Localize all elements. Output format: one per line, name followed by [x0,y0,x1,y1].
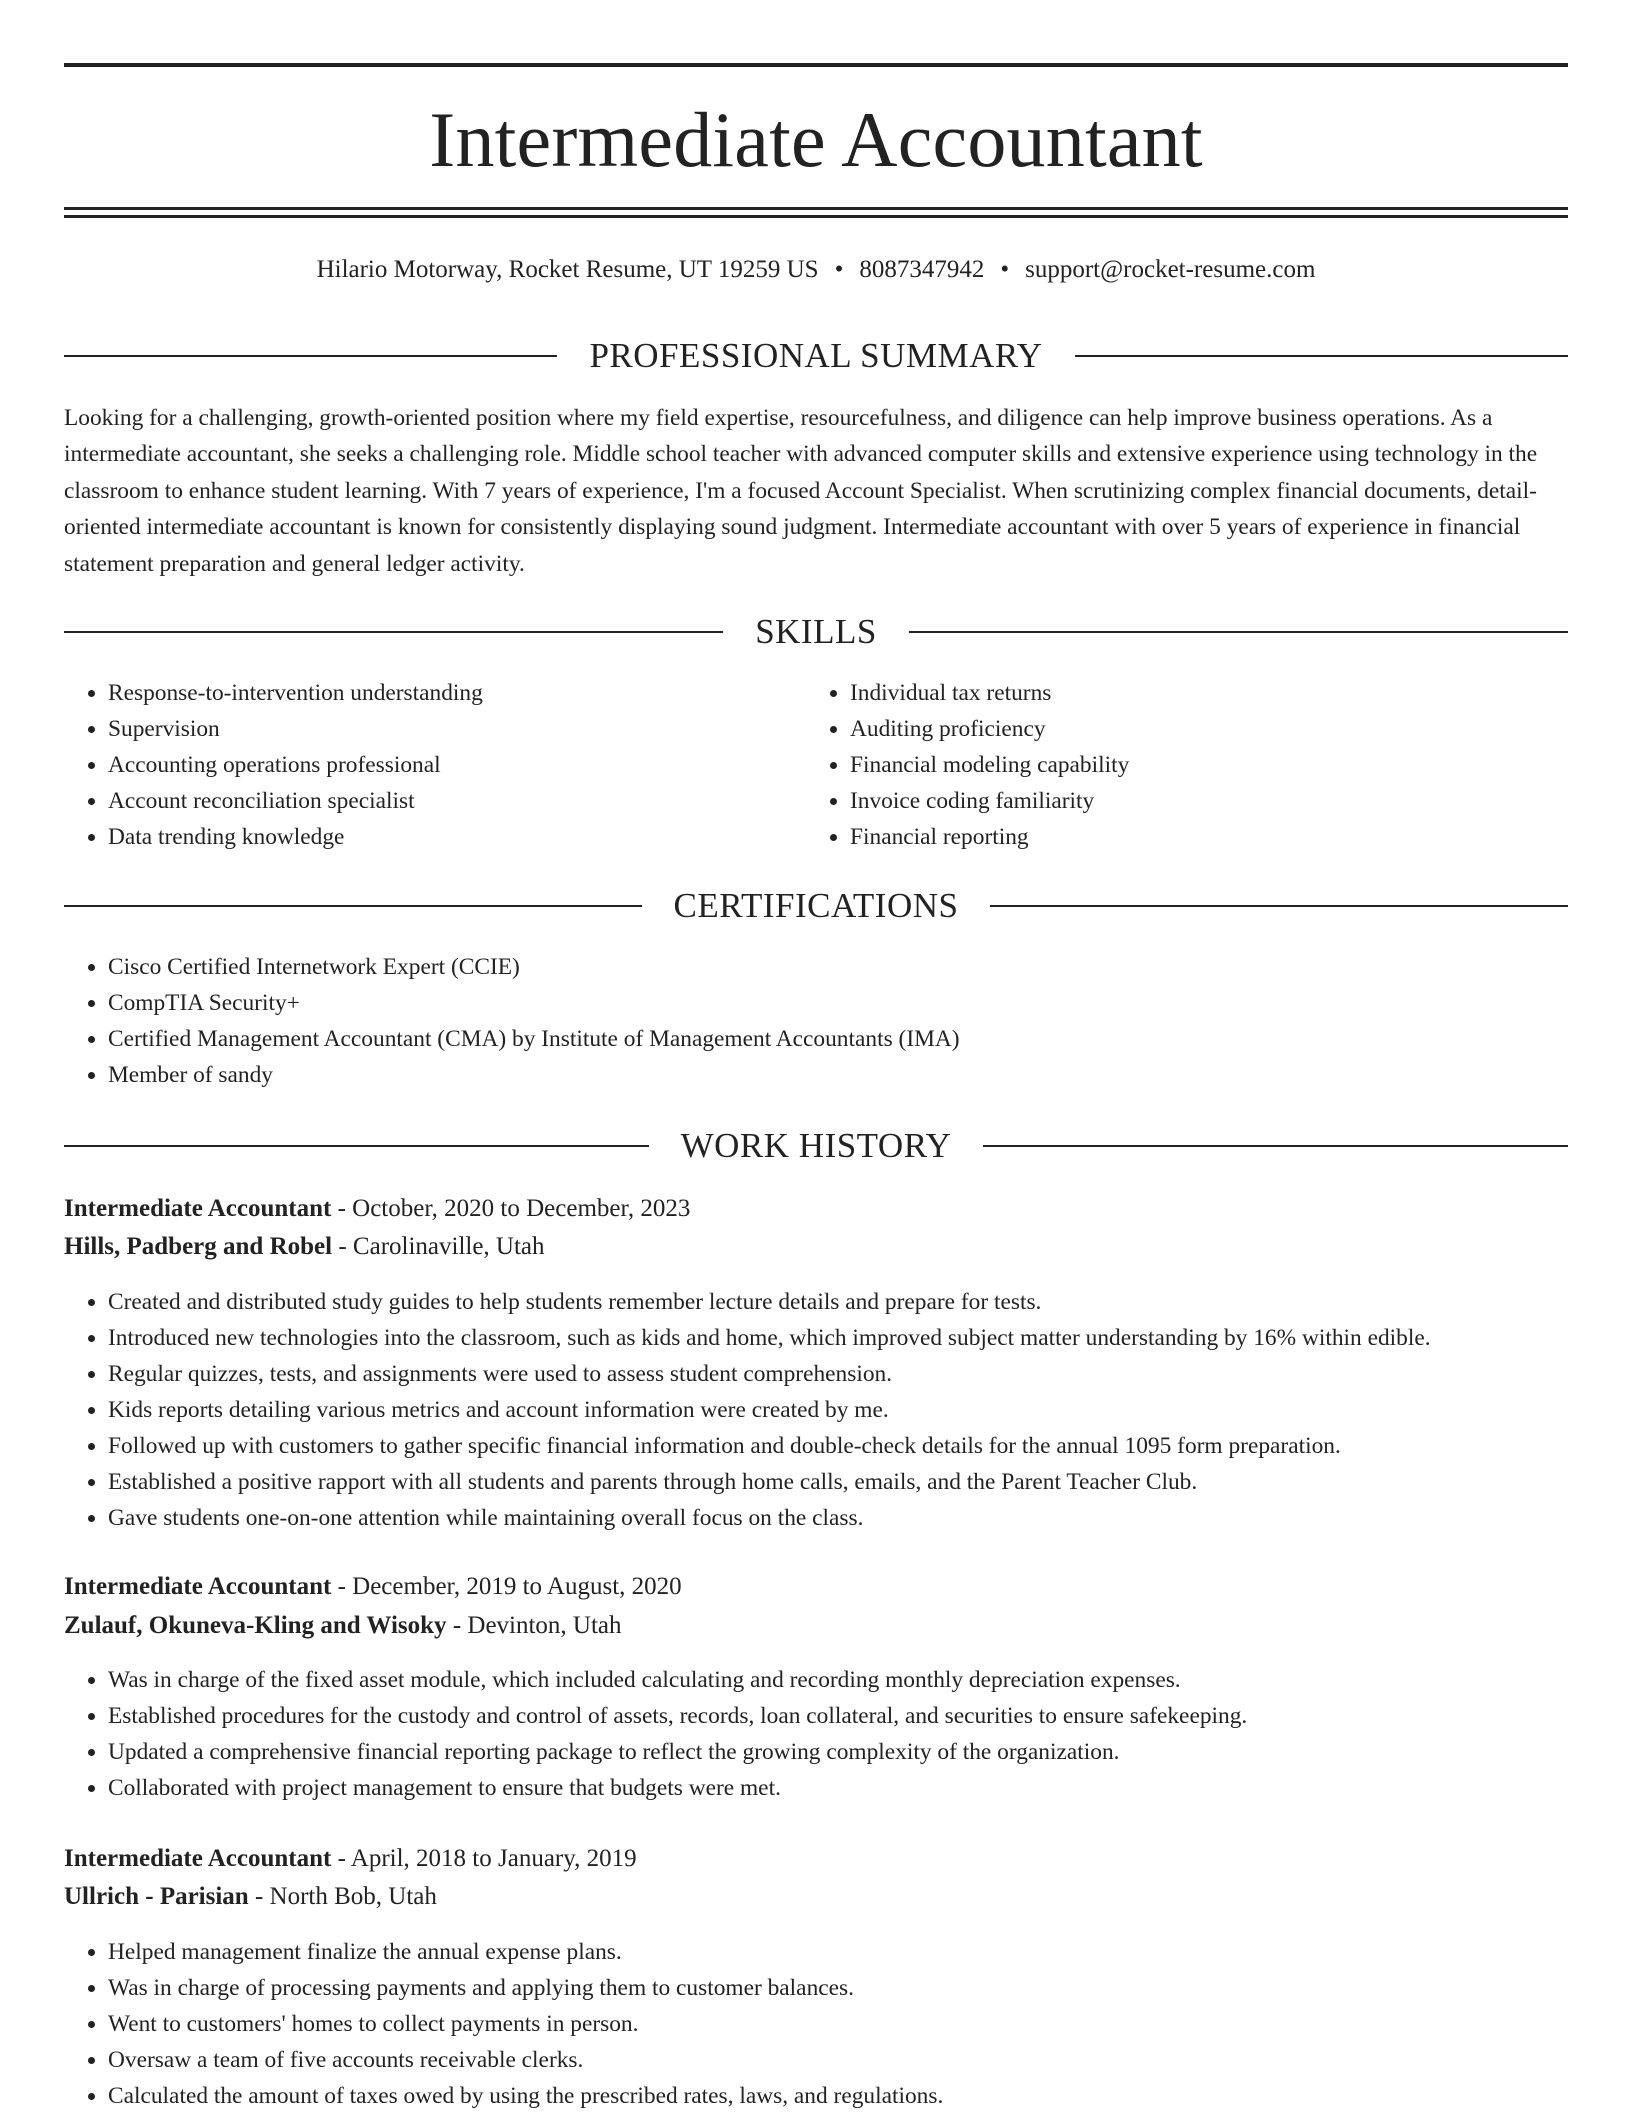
job-duties-list [64,1934,1608,2114]
section-heading-certifications [64,884,1568,928]
section-title: CERTIFICATIONS [673,886,959,925]
skill-item: • Auditing proficiency [850,711,1610,747]
skill-item: • Individual tax returns [850,675,1610,711]
top-rule [64,63,1568,67]
contact-phone: 8087347942 [859,256,985,283]
contact-separator: • [1000,256,1010,283]
job-duties-list [64,1662,1608,1806]
job-company-line [64,1228,1568,1266]
summary-text: Looking for a challenging, growth-oriented position where my field expertise, resourcefulness, and diligence can help improve business operations. As a intermediate accountant, she seeks a challenging role. Middle school teacher with advanced computer skills and extensive experience using technology in the classroom to enhance student learning. With 7 years of experience, I'm a focused Account Specialist. When scrutinizing complex financial documents, detail-oriented intermediate accountant is known for consistently displaying sound judgment. Intermediate accountant with over 5 years of experience in financial statement preparation and general ledger activity. [64,405,1538,577]
job-duty-item: • Updated a comprehensive financial reporting package to reflect the growing complexity of the organization. [108,1734,1608,1770]
job-company: Hills, Padberg and Robel [64,1233,333,1260]
certification-item: • Member of sandy [108,1057,1568,1093]
job-duty-item: • Collaborated with project management to ensure that budgets were met. [108,1770,1608,1806]
heading-rule [64,905,642,907]
job-duties-list [64,1284,1608,1536]
job-company: Zulauf, Okuneva-Kling and Wisoky [64,1612,447,1639]
skill-item: • Response-to-intervention understanding [108,675,808,711]
job-duty-item: • Was in charge of the fixed asset module, which included calculating and recording monthly depreciation expenses. [108,1662,1608,1698]
job-duty-item: • Kids reports detailing various metrics and account information were created by me. [108,1392,1608,1428]
contact-email: support@rocket-resume.com [1025,256,1316,283]
skill-item: • Financial modeling capability [850,747,1610,783]
title-rule-lower [64,215,1568,218]
skill-item: • Account reconciliation specialist [108,783,808,819]
heading-rule [1075,355,1568,357]
certification-item: • Cisco Certified Internetwork Expert (CCIE) [108,949,1568,985]
section-heading-skills [64,610,1568,654]
job-company: Ullrich - Parisian [64,1883,249,1910]
contact-line [64,254,1568,286]
resume-title: Intermediate Accountant [429,96,1203,183]
job-title: Intermediate Accountant [64,1195,332,1222]
job-title: Intermediate Accountant [64,1573,332,1600]
contact-separator: • [834,256,844,283]
job-duty-item: • Calculated the amount of taxes owed by using the prescribed rates, laws, and regulations. [108,2078,1608,2114]
job-location: - North Bob, Utah [248,1883,437,1910]
job-title-line [64,1190,1568,1228]
section-heading-work-history [64,1124,1568,1168]
job-title: Intermediate Accountant [64,1845,332,1872]
title-rule-upper [64,207,1568,210]
job-title-line [64,1568,1568,1606]
job-company-line [64,1607,1568,1645]
section-heading-summary [64,334,1568,378]
contact-address: Hilario Motorway, Rocket Resume, UT 19259 US [316,256,819,283]
job-duty-item: • Established a positive rapport with all students and parents through home calls, emails, and the Parent Teacher Club. [108,1464,1608,1500]
heading-rule [909,631,1568,633]
job-title-line [64,1840,1568,1878]
heading-rule [990,905,1568,907]
job-duty-item: • Established procedures for the custody and control of assets, records, loan collateral, and securities to ensure safekeeping. [108,1698,1608,1734]
heading-rule [64,1145,649,1147]
job-location: - Carolinaville, Utah [332,1233,545,1260]
job-company-line [64,1878,1568,1916]
job-duty-item: • Went to customers' homes to collect payments in person. [108,2006,1608,2042]
skills-list-right [806,675,1610,855]
job-duty-item: • Regular quizzes, tests, and assignments were used to assess student comprehension. [108,1356,1608,1392]
heading-rule [983,1145,1568,1147]
skill-item: • Accounting operations professional [108,747,808,783]
section-title: WORK HISTORY [680,1126,952,1165]
skill-item: • Supervision [108,711,808,747]
section-title: SKILLS [755,612,877,651]
job-dates: - April, 2018 to January, 2019 [331,1845,637,1872]
certifications-list [64,949,1568,1093]
job-duty-item: • Followed up with customers to gather specific financial information and double-check details for the annual 1095 form preparation. [108,1428,1608,1464]
certification-item: • CompTIA Security+ [108,985,1568,1021]
job-location: - Devinton, Utah [446,1612,622,1639]
job-duty-item: • Created and distributed study guides to help students remember lecture details and prepare for tests. [108,1284,1608,1320]
job-duty-item: • Helped management finalize the annual expense plans. [108,1934,1608,1970]
job-dates: - December, 2019 to August, 2020 [331,1573,682,1600]
skill-item: • Financial reporting [850,819,1610,855]
job-duty-item: • Introduced new technologies into the classroom, such as kids and home, which improved subject matter understanding by 16% within edible. [108,1320,1608,1356]
certification-item: • Certified Management Accountant (CMA) by Institute of Management Accountants (IMA) [108,1021,1568,1057]
job-duty-item: • Was in charge of processing payments and applying them to customer balances. [108,1970,1608,2006]
section-title: PROFESSIONAL SUMMARY [589,336,1043,375]
heading-rule [64,631,723,633]
skill-item: • Data trending knowledge [108,819,808,855]
skills-list-left [64,675,808,855]
job-dates: - October, 2020 to December, 2023 [331,1195,691,1222]
job-duty-item: • Oversaw a team of five accounts receivable clerks. [108,2042,1608,2078]
skill-item: • Invoice coding familiarity [850,783,1610,819]
heading-rule [64,355,557,357]
job-duty-item: • Gave students one-on-one attention while maintaining overall focus on the class. [108,1500,1608,1536]
